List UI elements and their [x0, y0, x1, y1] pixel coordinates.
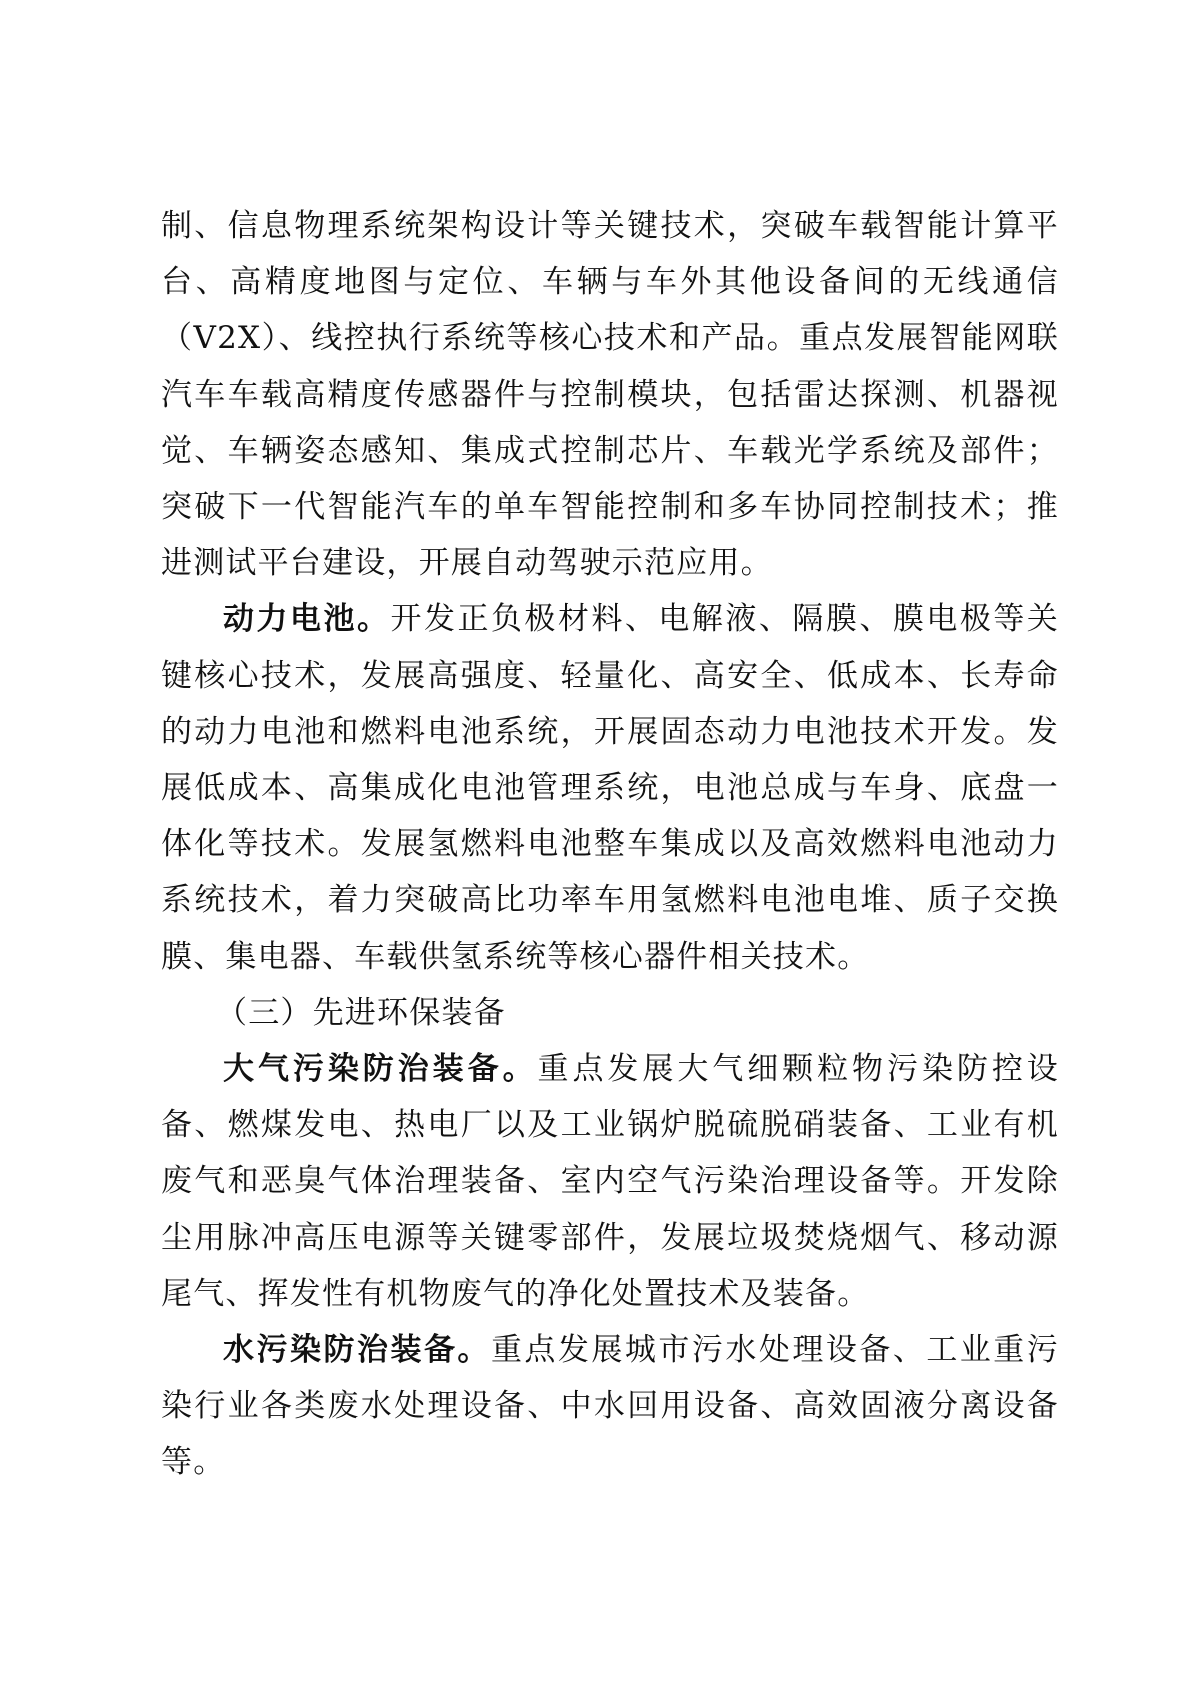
paragraph-power-battery	[161, 591, 1059, 984]
air-pollution-body: 重点发展大气细颗粒物污染防控设备、燃煤发电、热电厂以及工业锅炉脱硫脱硝装备、工业有机废气和恶臭气体治理装备、室内空气污染治理设备等。开发除尘用脉冲高压电源等关键零部件，发展垃圾焚烧烟气、移动源尾气、挥发性有机物废气的净化处置技术及装备。	[161, 1051, 1059, 1312]
air-pollution-title: 大气污染防治装备。	[223, 1051, 538, 1088]
document-body	[161, 198, 1059, 1491]
power-battery-title: 动力电池。	[223, 601, 391, 638]
section-heading-environmental-equipment: （三）先进环保装备	[216, 994, 506, 1031]
water-pollution-body: 重点发展城市污水处理设备、工业重污染行业各类废水处理设备、中水回用设备、高效固液分离设备等。	[161, 1332, 1059, 1481]
water-pollution-title: 水污染防治装备。	[223, 1332, 491, 1369]
paragraph-air-pollution	[161, 1041, 1059, 1322]
paragraph-intelligent-vehicle-continued: 制、信息物理系统架构设计等关键技术，突破车载智能计算平台、高精度地图与定位、车辆与车外其他设备间的无线通信（V2X）、线控执行系统等核心技术和产品。重点发展智能网联汽车车载高精度传感器件与控制模块，包括雷达探测、机器视觉、车辆姿态感知、集成式控制芯片、车载光学系统及部件；突破下一代智能汽车的单车智能控制和多车协同控制技术；推进测试平台建设，开展自动驾驶示范应用。	[161, 208, 1059, 582]
paragraph-water-pollution	[161, 1322, 1059, 1491]
power-battery-body: 开发正负极材料、电解液、隔膜、膜电极等关键核心技术，发展高强度、轻量化、高安全、低成本、长寿命的动力电池和燃料电池系统，开展固态动力电池技术开发。发展低成本、高集成化电池管理系统，电池总成与车身、底盘一体化等技术。发展氢燃料电池整车集成以及高效燃料电池动力系统技术，着力突破高比功率车用氢燃料电池电堆、质子交换膜、集电器、车载供氢系统等核心器件相关技术。	[161, 601, 1060, 975]
